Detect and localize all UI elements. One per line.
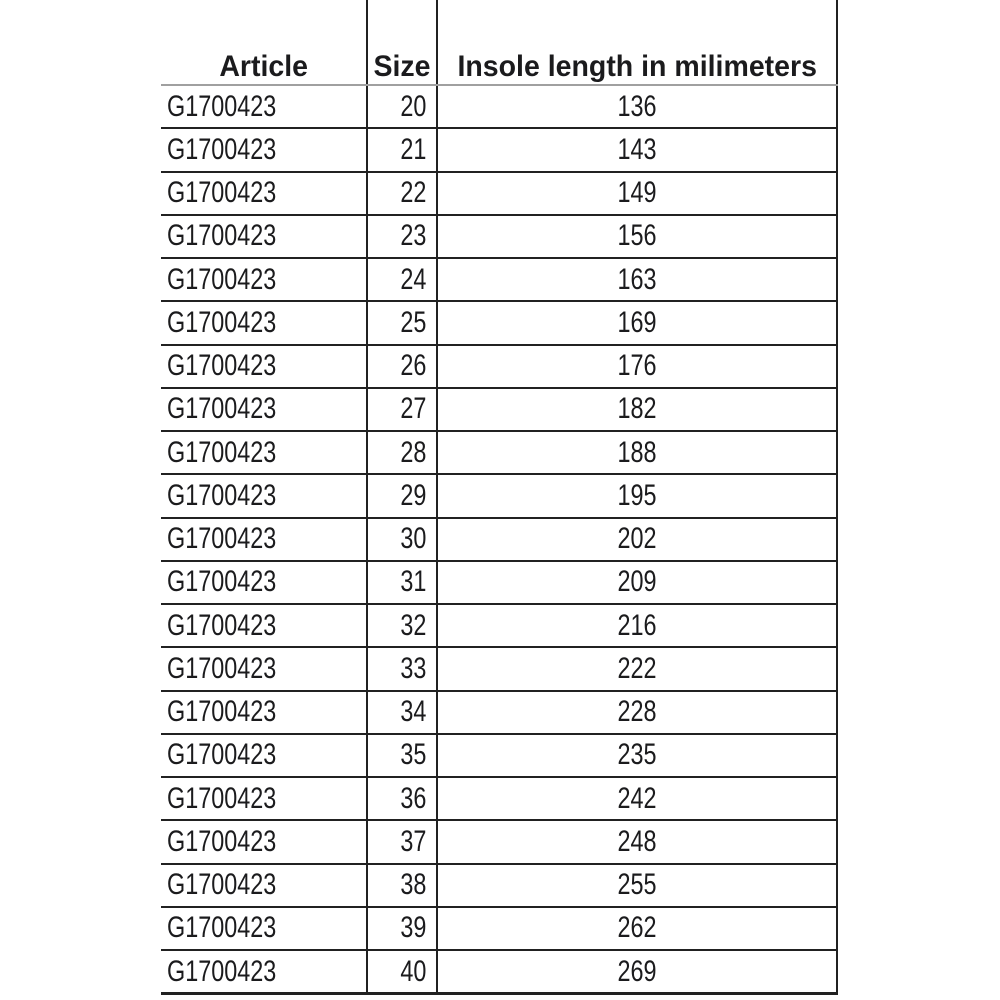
article-value: G1700423 bbox=[167, 651, 277, 685]
size-cell bbox=[368, 259, 438, 300]
insole-length-value: 255 bbox=[617, 868, 657, 902]
size-value: 34 bbox=[399, 695, 426, 729]
size-value: 26 bbox=[399, 349, 426, 383]
insole-length-value: 143 bbox=[617, 132, 657, 166]
insole-length-cell bbox=[438, 86, 838, 127]
insole-length-value: 248 bbox=[617, 824, 657, 858]
article-cell bbox=[161, 389, 368, 430]
column-header-size bbox=[368, 0, 438, 84]
insole-length-value: 149 bbox=[617, 176, 657, 210]
column-header-article bbox=[161, 0, 368, 84]
table-row bbox=[161, 519, 838, 562]
insole-length-value: 169 bbox=[617, 305, 657, 339]
insole-length-cell bbox=[438, 692, 838, 733]
size-value: 32 bbox=[399, 608, 426, 642]
insole-length-value: 269 bbox=[617, 954, 657, 988]
table-row bbox=[161, 908, 838, 951]
size-cell bbox=[368, 605, 438, 646]
size-value: 33 bbox=[399, 651, 426, 685]
insole-length-value: 228 bbox=[617, 695, 657, 729]
article-cell bbox=[161, 475, 368, 516]
size-cell bbox=[368, 562, 438, 603]
size-cell bbox=[368, 908, 438, 949]
column-header-article-label: Article bbox=[219, 50, 308, 83]
size-value: 28 bbox=[399, 435, 426, 469]
article-value: G1700423 bbox=[167, 911, 277, 945]
size-value: 24 bbox=[399, 262, 426, 296]
article-value: G1700423 bbox=[167, 392, 277, 426]
insole-length-cell bbox=[438, 129, 838, 170]
article-value: G1700423 bbox=[167, 738, 277, 772]
size-value: 22 bbox=[399, 176, 426, 210]
table-row bbox=[161, 735, 838, 778]
article-value: G1700423 bbox=[167, 781, 277, 815]
table-row bbox=[161, 821, 838, 864]
insole-length-cell bbox=[438, 346, 838, 387]
insole-length-value: 136 bbox=[617, 89, 657, 123]
size-value: 31 bbox=[399, 565, 426, 599]
table-header-row bbox=[161, 0, 838, 86]
column-header-size-label: Size bbox=[373, 50, 431, 83]
table-row bbox=[161, 346, 838, 389]
insole-length-cell bbox=[438, 821, 838, 862]
insole-length-cell bbox=[438, 302, 838, 343]
insole-length-cell bbox=[438, 605, 838, 646]
article-cell bbox=[161, 346, 368, 387]
size-cell bbox=[368, 865, 438, 906]
article-cell bbox=[161, 562, 368, 603]
table-row bbox=[161, 216, 838, 259]
column-header-insole-label: Insole length in milimeters bbox=[457, 50, 817, 83]
size-cell bbox=[368, 389, 438, 430]
article-value: G1700423 bbox=[167, 868, 277, 902]
insole-length-cell bbox=[438, 778, 838, 819]
insole-length-cell bbox=[438, 173, 838, 214]
article-cell bbox=[161, 692, 368, 733]
article-cell bbox=[161, 778, 368, 819]
insole-length-cell bbox=[438, 519, 838, 560]
article-value: G1700423 bbox=[167, 176, 277, 210]
insole-length-value: 202 bbox=[617, 522, 657, 556]
size-value: 30 bbox=[399, 522, 426, 556]
insole-length-cell bbox=[438, 865, 838, 906]
size-value: 27 bbox=[399, 392, 426, 426]
size-cell bbox=[368, 173, 438, 214]
article-cell bbox=[161, 173, 368, 214]
article-cell bbox=[161, 821, 368, 862]
insole-length-cell bbox=[438, 735, 838, 776]
insole-length-cell bbox=[438, 259, 838, 300]
insole-length-value: 182 bbox=[617, 392, 657, 426]
insole-length-cell bbox=[438, 389, 838, 430]
table-row bbox=[161, 692, 838, 735]
article-value: G1700423 bbox=[167, 565, 277, 599]
article-cell bbox=[161, 129, 368, 170]
size-value: 21 bbox=[399, 132, 426, 166]
article-value: G1700423 bbox=[167, 608, 277, 642]
insole-length-cell bbox=[438, 216, 838, 257]
size-value: 36 bbox=[399, 781, 426, 815]
table-row bbox=[161, 605, 838, 648]
size-cell bbox=[368, 129, 438, 170]
article-value: G1700423 bbox=[167, 305, 277, 339]
article-value: G1700423 bbox=[167, 435, 277, 469]
size-value: 25 bbox=[399, 305, 426, 339]
article-value: G1700423 bbox=[167, 478, 277, 512]
article-cell bbox=[161, 605, 368, 646]
table-row bbox=[161, 173, 838, 216]
article-cell bbox=[161, 735, 368, 776]
size-cell bbox=[368, 346, 438, 387]
article-value: G1700423 bbox=[167, 695, 277, 729]
article-value: G1700423 bbox=[167, 219, 277, 253]
article-value: G1700423 bbox=[167, 349, 277, 383]
size-cell bbox=[368, 519, 438, 560]
size-value: 23 bbox=[399, 219, 426, 253]
table-row bbox=[161, 951, 838, 995]
table-row bbox=[161, 778, 838, 821]
column-header-insole bbox=[438, 0, 838, 84]
size-value: 39 bbox=[399, 911, 426, 945]
table-row bbox=[161, 389, 838, 432]
article-value: G1700423 bbox=[167, 954, 277, 988]
table-row bbox=[161, 129, 838, 172]
size-value: 29 bbox=[399, 478, 426, 512]
size-cell bbox=[368, 432, 438, 473]
insole-length-cell bbox=[438, 475, 838, 516]
size-cell bbox=[368, 821, 438, 862]
size-cell bbox=[368, 692, 438, 733]
size-value: 40 bbox=[399, 954, 426, 988]
table-body bbox=[161, 86, 838, 995]
insole-length-cell bbox=[438, 908, 838, 949]
insole-length-cell bbox=[438, 562, 838, 603]
insole-length-value: 242 bbox=[617, 781, 657, 815]
article-value: G1700423 bbox=[167, 262, 277, 296]
table-row bbox=[161, 475, 838, 518]
table-row bbox=[161, 86, 838, 129]
insole-length-cell bbox=[438, 648, 838, 689]
insole-length-value: 188 bbox=[617, 435, 657, 469]
insole-length-cell bbox=[438, 951, 838, 992]
article-cell bbox=[161, 648, 368, 689]
article-value: G1700423 bbox=[167, 522, 277, 556]
size-cell bbox=[368, 302, 438, 343]
insole-length-cell bbox=[438, 432, 838, 473]
article-cell bbox=[161, 216, 368, 257]
table-row bbox=[161, 302, 838, 345]
size-value: 37 bbox=[399, 824, 426, 858]
table-row bbox=[161, 259, 838, 302]
article-value: G1700423 bbox=[167, 824, 277, 858]
size-table bbox=[161, 0, 838, 995]
size-cell bbox=[368, 951, 438, 992]
insole-length-value: 262 bbox=[617, 911, 657, 945]
article-cell bbox=[161, 432, 368, 473]
article-value: G1700423 bbox=[167, 89, 277, 123]
size-cell bbox=[368, 778, 438, 819]
article-cell bbox=[161, 259, 368, 300]
size-value: 35 bbox=[399, 738, 426, 772]
insole-length-value: 195 bbox=[617, 478, 657, 512]
insole-length-value: 209 bbox=[617, 565, 657, 599]
article-cell bbox=[161, 302, 368, 343]
size-value: 20 bbox=[399, 89, 426, 123]
size-cell bbox=[368, 216, 438, 257]
article-cell bbox=[161, 951, 368, 992]
size-cell bbox=[368, 735, 438, 776]
insole-length-value: 235 bbox=[617, 738, 657, 772]
size-cell bbox=[368, 475, 438, 516]
size-cell bbox=[368, 86, 438, 127]
article-value: G1700423 bbox=[167, 132, 277, 166]
insole-length-value: 163 bbox=[617, 262, 657, 296]
size-cell bbox=[368, 648, 438, 689]
table-row bbox=[161, 562, 838, 605]
article-cell bbox=[161, 86, 368, 127]
article-cell bbox=[161, 519, 368, 560]
insole-length-value: 156 bbox=[617, 219, 657, 253]
article-cell bbox=[161, 908, 368, 949]
insole-length-value: 222 bbox=[617, 651, 657, 685]
table-row bbox=[161, 648, 838, 691]
table-row bbox=[161, 432, 838, 475]
insole-length-value: 176 bbox=[617, 349, 657, 383]
insole-length-value: 216 bbox=[617, 608, 657, 642]
size-value: 38 bbox=[399, 868, 426, 902]
table-row bbox=[161, 865, 838, 908]
article-cell bbox=[161, 865, 368, 906]
